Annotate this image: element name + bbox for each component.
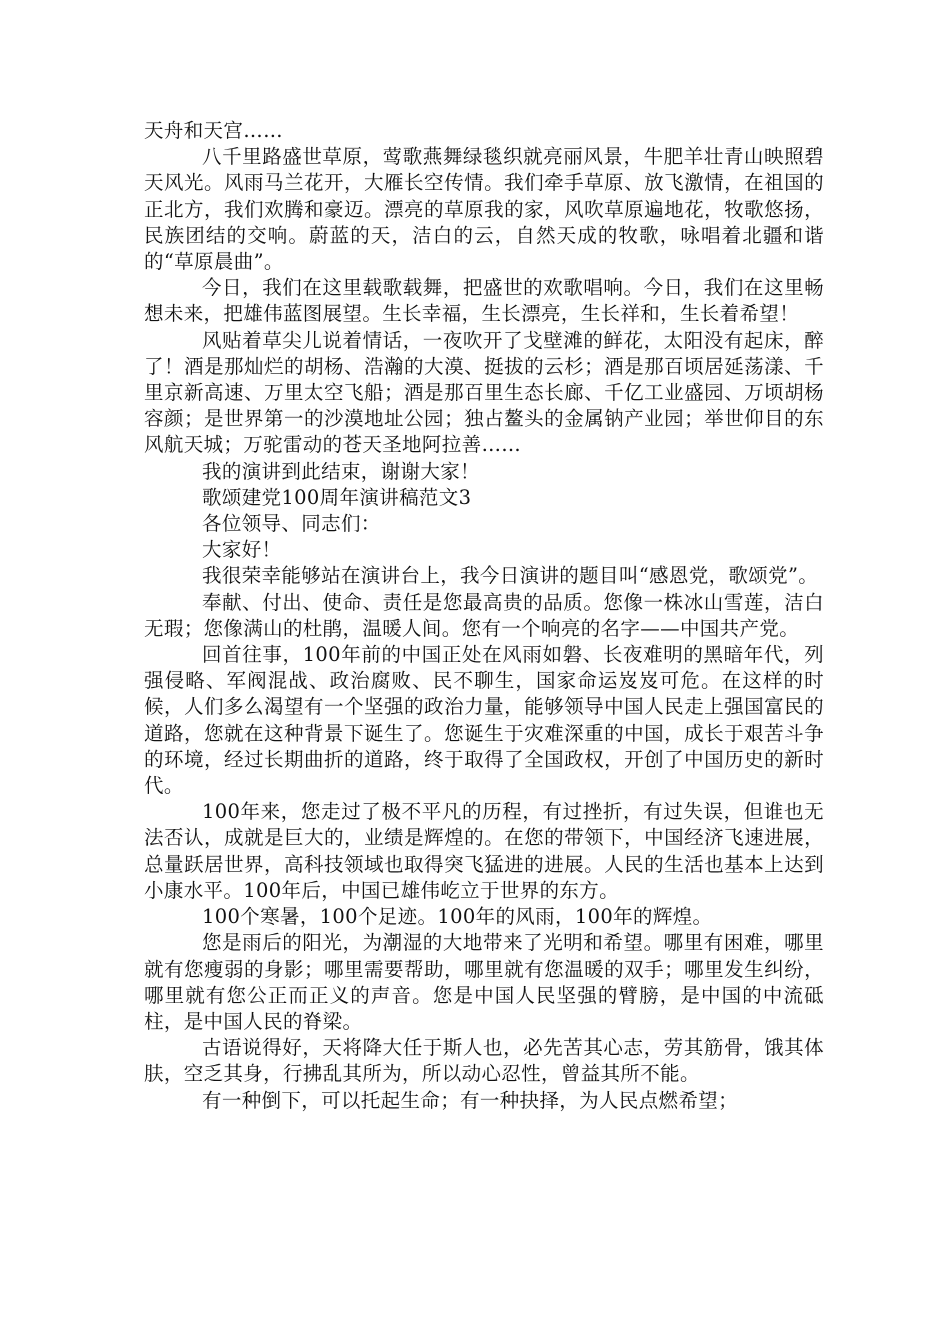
paragraph-11: 回首往事，100年前的中国正处在风雨如磐、长夜难明的黑暗年代，列强侵略、军阀混战、政治腐败、民不聊生，国家命运岌岌可危。在这样的时候，人们多么渴望有一个坚强的政治力量，能够领导中国人民走上强国富民的道路，您就在这种背景下诞生了。您诞生于灾难深重的中国，成长于艰苦斗争的环境，经过长期曲折的道路，终于取得了全国政权，开创了中国历史的新时代。 (144, 643, 824, 798)
paragraph-5: 我的演讲到此结束，谢谢大家！ (202, 459, 480, 483)
salutation: 各位领导、同志们： (202, 512, 381, 536)
section-heading: 歌颂建党100周年演讲稿范文3 (202, 485, 472, 509)
paragraph-2: 八千里路盛世草原，莺歌燕舞绿毯织就亮丽风景，牛肥羊壮青山映照碧天风光。风雨马兰花开，大雁长空传情。我们牵手草原、放飞激情，在祖国的正北方，我们欢腾和豪迈。漂亮的草原我的家，风吹草原遍地花，牧歌悠扬，民族团结的交响。蔚蓝的天，洁白的云，自然天成的牧歌，咏唱着北疆和谐的“草原晨曲”。 (144, 145, 824, 274)
paragraph-9: 我很荣幸能够站在演讲台上，我今日演讲的题目叫“感恩党，歌颂党”。 (202, 564, 819, 588)
paragraph-10: 奉献、付出、使命、责任是您最高贵的品质。您像一株冰山雪莲，洁白无瑕；您像满山的杜鹃，温暖人间。您有一个响亮的名字——中国共产党。 (144, 590, 824, 640)
paragraph-1: 天舟和天宫…… (144, 119, 283, 142)
paragraph-3: 今日，我们在这里载歌载舞，把盛世的欢歌唱响。今日，我们在这里畅想未来，把雄伟蓝图展望。生长幸福，生长漂亮，生长祥和，生长着希望！ (144, 276, 824, 326)
paragraph-13: 100个寒暑，100个足迹。100年的风雨，100年的辉煌。 (202, 905, 713, 929)
paragraph-12: 100年来，您走过了极不平凡的历程，有过挫折，有过失误，但谁也无法否认，成就是巨大的，业绩是辉煌的。在您的带领下，中国经济飞速进展，总量跃居世界，高科技领域也取得突飞猛进的进展。人民的生活也基本上达到小康水平。100年后，中国已雄伟屹立于世界的东方。 (144, 800, 824, 902)
paragraph-16: 有一种倒下，可以托起生命；有一种抉择，为人民点燃希望； (202, 1088, 738, 1112)
document-body (144, 118, 824, 1114)
paragraph-4: 风贴着草尖儿说着情话，一夜吹开了戈壁滩的鲜花，太阳没有起床，醉了！酒是那灿烂的胡杨、浩瀚的大漠、挺拔的云杉；酒是那百顷居延荡漾、千里京新高速、万里太空飞船；酒是那百里生态长廊、千亿工业盛园、万顷胡杨容颜；是世界第一的沙漠地址公园；独占鳌头的金属钠产业园；举世仰目的东风航天城；万驼雷动的苍天圣地阿拉善…… (144, 328, 824, 457)
paragraph-14: 您是雨后的阳光，为潮湿的大地带来了光明和希望。哪里有困难，哪里就有您瘦弱的身影；哪里需要帮助，哪里就有您温暖的双手；哪里发生纠纷，哪里就有您公正而正义的声音。您是中国人民坚强的臂膀，是中国的中流砥柱，是中国人民的脊梁。 (144, 931, 824, 1033)
greeting: 大家好！ (202, 538, 282, 562)
paragraph-15: 古语说得好，天将降大任于斯人也，必先苦其心志，劳其筋骨，饿其体肤，空乏其身，行拂乱其所为，所以动心忍性，曾益其所不能。 (144, 1036, 824, 1086)
